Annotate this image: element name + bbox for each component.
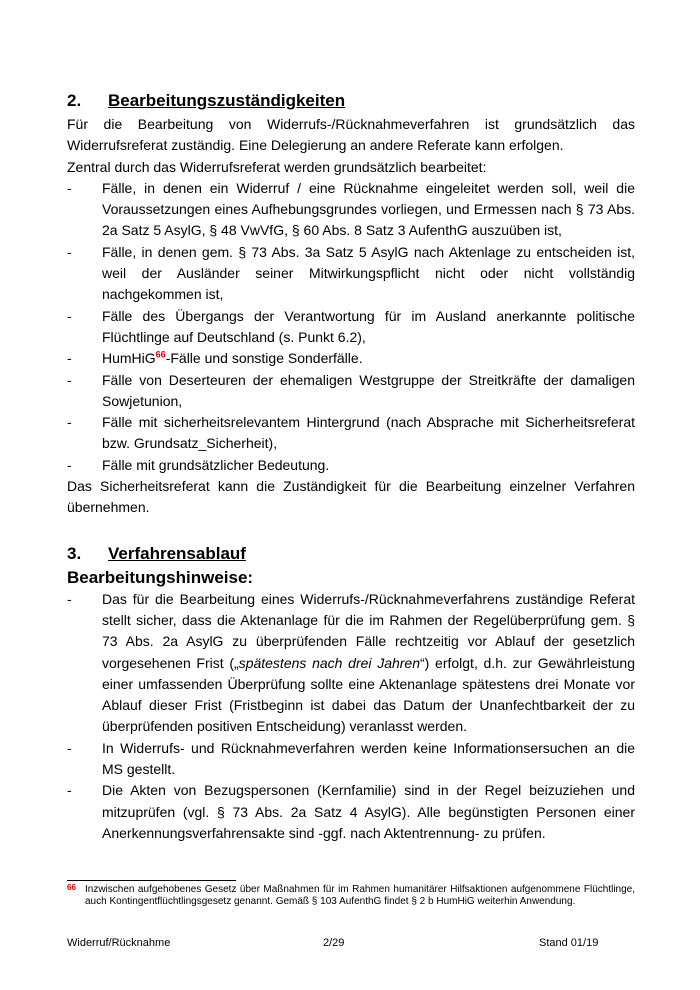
list-item-text: Fälle, in denen ein Widerruf / eine Rücknahme eingeleitet werden soll, weil die Voraussetzungen eines Aufhebungsgrundes vorliegen, und Ermessen nach § 73 Abs. 2a Satz 5 AsylG, § 48 VwVfG, § 60 Abs. 8 Satz 3 AufenthG auszuüben ist, bbox=[102, 179, 635, 239]
list-item: - Das für die Bearbeitung eines Widerrufs-/Rücknahmeverfahrens zuständige Referat stellt sicher, dass die Aktenanlage für die im Rahmen der Regelüberprüfung gem. § 73 Abs. 2a AsylG zu überprüfenden Fälle rechtzeitig vor Ablauf der gesetzlich vorgesehenen Frist („spätestens nach drei Jahren“) erfolgt, d.h. zur Gewährleistung einer umfassenden Überprüfung sollte eine Aktenanlage spätestens drei Monate vor Ablauf dieser Frist (Fristbeginn ist dabei das Datum der Unanfechtbarkeit der zu überprüfenden positiven Entscheidung) veranlasst werden. bbox=[67, 590, 636, 735]
list-item-text: In Widerrufs- und Rücknahmeverfahren werden keine Informationsersuchen an die MS gestellt. bbox=[102, 739, 635, 778]
list-item: - Fälle mit sicherheitsrelevantem Hintergrund (nach Absprache mit Sicherheitsreferat bzw. Grundsatz_Sicherheit), bbox=[67, 414, 635, 452]
footer-page-number: 2/29 bbox=[323, 937, 345, 949]
footnote-text: Inzwischen aufgehobenes Gesetz über Maßnahmen für im Rahmen humanitärer Hilfsaktionen aufgenommene Flüchtlinge, auch Kontingentflüchtlingsgesetz genannt. Gemäß § 103 AufenthG findet § 2 b HumHiG weiterhin Anwendung. bbox=[85, 884, 635, 907]
list-item: - Fälle mit grundsätzlicher Bedeutung. bbox=[67, 456, 330, 473]
footnote-reference[interactable]: 66 bbox=[155, 349, 166, 360]
list-item-text-start: Das für die Bearbeitung eines Widerrufs-/Rücknahmeverfahrens zuständige Referat stellt sicher, dass die Aktenanlage für die im Rahmen der Regelüberprüfung gem. § 73 Abs. 2a AsylG zu überprüfenden Fälle rechtzeitig vor Ablauf der gesetzlich vorgesehenen Frist („ bbox=[102, 590, 635, 671]
section-2-heading bbox=[67, 88, 635, 114]
list-item-text: Fälle von Deserteuren der ehemaligen Westgruppe der Streitkräfte der damaligen Sowjetunion, bbox=[102, 371, 635, 409]
footnote bbox=[67, 884, 635, 908]
section-2-lead: Zentral durch das Widerrufsreferat werden grundsätzlich bearbeitet: bbox=[67, 158, 487, 175]
humhig-prefix: HumHiG bbox=[102, 350, 156, 367]
list-item-text-end: “) erfolgt, d.h. zur Gewährleistung einer umfassenden Überprüfung sollte eine Aktenanlage spätestens drei Monate vor Ablauf dieser Frist (Fristbeginn ist dabei das Datum der Unanfechtbarkeit der zu überprüfenden positiven Entscheidung) veranlasst werden. bbox=[102, 654, 636, 735]
section-3-number: 3. bbox=[67, 543, 82, 563]
list-item: - In Widerrufs- und Rücknahmeverfahren werden keine Informationsersuchen an die MS gestellt. bbox=[67, 739, 635, 778]
footnote-number: 66 bbox=[67, 883, 76, 892]
list-item-text: Fälle mit sicherheitsrelevantem Hintergrund (nach Absprache mit Sicherheitsreferat bzw. Grundsatz_Sicherheit), bbox=[102, 414, 635, 452]
section-2-number: 2. bbox=[67, 91, 82, 110]
list-item: - HumHiG$^{66}$-Fälle und sonstige Sonderfälle. bbox=[67, 349, 363, 367]
section-2-intro: Für die Bearbeitung von Widerrufs-/Rücknahmeverfahren ist grundsätzlich das Widerrufsreferat zuständig. Eine Delegierung an andere Referate kann erfolgen. bbox=[67, 116, 635, 154]
list-item-text: Fälle des Übergangs der Verantwortung für im Ausland anerkannte politische Flüchtlinge auf Deutschland (s. Punkt 6.2), bbox=[102, 307, 635, 345]
list-item: - Die Akten von Bezugspersonen (Kernfamilie) sind in der Regel beizuziehen und mitzuprüfen (vgl. § 73 Abs. 2a Satz 4 AsylG). Alle begünstigten Personen einer Anerkennungsverfahrensakte sind -ggf. nach Aktentrennung- zu prüfen. bbox=[67, 782, 635, 841]
section-3-list bbox=[67, 589, 635, 845]
list-item: - Fälle, in denen ein Widerruf / eine Rücknahme eingeleitet werden soll, weil die Voraussetzungen eines Aufhebungsgrundes vorliegen, und Ermessen nach § 73 Abs. 2a Satz 5 AsylG, § 48 VwVfG, § 60 Abs. 8 Satz 3 AufenthG auszuüben ist, bbox=[67, 179, 635, 239]
section-3-title: Verfahrensablauf bbox=[108, 543, 246, 563]
footer-document-title: Widerruf/Rücknahme bbox=[67, 937, 171, 949]
list-item: - Fälle des Übergangs der Verantwortung für im Ausland anerkannte politische Flüchtlinge auf Deutschland (s. Punkt 6.2), bbox=[67, 307, 635, 345]
list-item-text: Die Akten von Bezugspersonen (Kernfamilie) sind in der Regel beizuziehen und mitzuprüfen (vgl. § 73 Abs. 2a Satz 4 AsylG). Alle begünstigten Personen einer Anerkennungsverfahrensakte sind -ggf. nach Aktentrennung- zu prüfen. bbox=[102, 782, 635, 841]
section-2-title: Bearbeitungszuständigkeiten bbox=[108, 91, 346, 110]
list-item-text: Fälle, in denen gem. § 73 Abs. 3a Satz 5 AsylG nach Aktenlage zu entscheiden ist, weil der Ausländer seiner Mitwirkungspflicht nicht oder nicht vollständig nachgekommen ist, bbox=[102, 243, 635, 303]
list-item: - Fälle, in denen gem. § 73 Abs. 3a Satz 5 AsylG nach Aktenlage zu entscheiden ist, weil der Ausländer seiner Mitwirkungspflicht nicht oder nicht vollständig nachgekommen ist, bbox=[67, 243, 635, 303]
page-content bbox=[67, 88, 635, 844]
list-item-italic: spätestens nach drei Jahren bbox=[238, 654, 421, 671]
section-3-heading bbox=[67, 541, 635, 567]
footnote-divider bbox=[67, 880, 236, 881]
footer-version: Stand 01/19 bbox=[539, 937, 599, 949]
list-item: - Fälle von Deserteuren der ehemaligen Westgruppe der Streitkräfte der damaligen Sowjetunion, bbox=[67, 371, 635, 409]
section-2-closing: Das Sicherheitsreferat kann die Zuständigkeit für die Bearbeitung einzelner Verfahren übernehmen. bbox=[67, 478, 635, 516]
section-3-subtitle: Bearbeitungshinweise: bbox=[67, 567, 254, 587]
list-item-text: Fälle mit grundsätzlicher Bedeutung. bbox=[102, 456, 330, 473]
humhig-suffix: -Fälle und sonstige Sonderfälle. bbox=[165, 350, 363, 367]
section-2-list bbox=[67, 178, 635, 476]
